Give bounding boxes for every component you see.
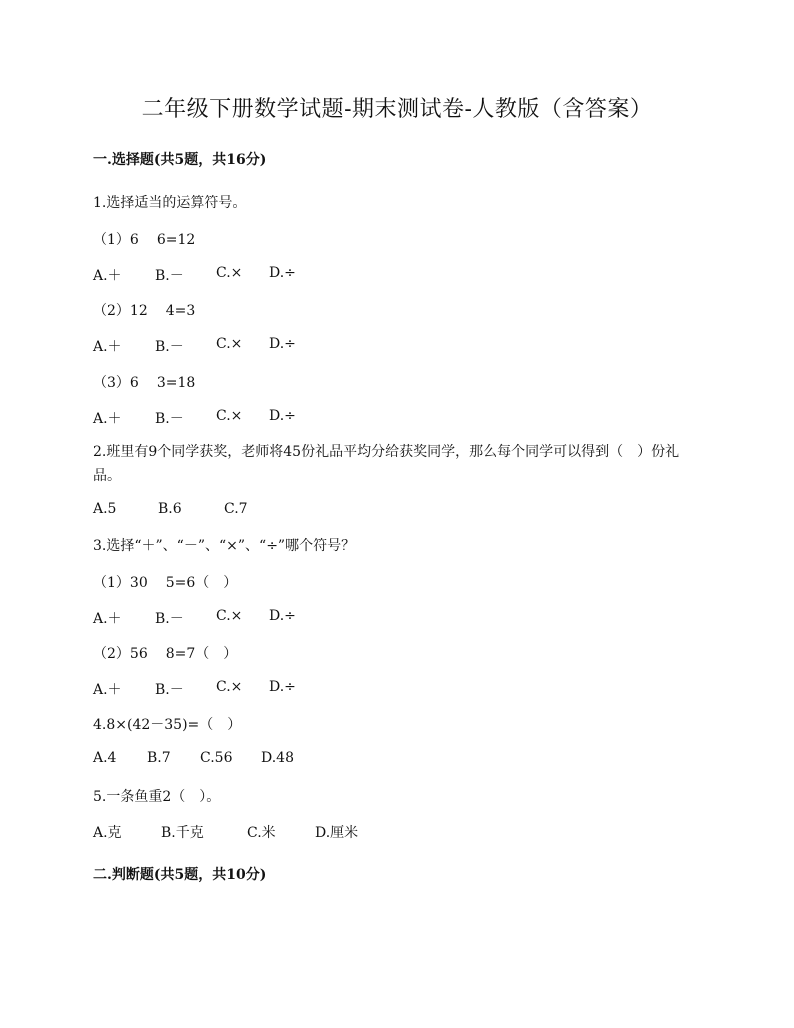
option-b[interactable]: B.7 <box>147 750 171 766</box>
expression-right: 4=3 <box>165 303 196 319</box>
option-a[interactable]: A.＋ <box>93 411 122 427</box>
option-b[interactable]: B.－ <box>155 682 184 698</box>
option-c[interactable]: C.× <box>216 608 243 624</box>
question-1-part-3 <box>93 372 195 392</box>
option-c[interactable]: C.7 <box>224 501 248 517</box>
question-4-stem: 4.8×(42－35)=（ ） <box>93 717 242 733</box>
option-a[interactable]: A.5 <box>93 501 117 517</box>
page-title: 二年级下册数学试题-期末测试卷-人教版（含答案） <box>141 97 653 122</box>
option-d[interactable]: D.÷ <box>269 679 296 695</box>
option-d[interactable]: D.48 <box>261 750 294 766</box>
expression-left: （2）12 <box>93 303 148 319</box>
option-d[interactable]: D.÷ <box>269 608 296 624</box>
option-a[interactable]: A.＋ <box>93 611 122 627</box>
expression-right: 6=12 <box>156 232 196 248</box>
option-c[interactable]: C.× <box>216 679 243 695</box>
option-c[interactable]: C.× <box>216 265 243 281</box>
expression-left: （1）6 <box>93 232 139 248</box>
option-b[interactable]: B.6 <box>158 501 182 517</box>
expression-left: （3）6 <box>93 375 139 391</box>
option-a[interactable]: A.克 <box>93 825 122 841</box>
option-a[interactable]: A.＋ <box>93 682 122 698</box>
question-1-stem: 1.选择适当的运算符号。 <box>93 195 247 211</box>
question-5-stem: 5.一条鱼重2（ ）。 <box>93 789 221 805</box>
option-b[interactable]: B.－ <box>155 411 184 427</box>
option-b[interactable]: B.－ <box>155 339 184 355</box>
expression-left: （2）56 <box>93 646 148 662</box>
option-a[interactable]: A.＋ <box>93 268 122 284</box>
question-3-part-2 <box>93 643 237 663</box>
expression-right: 8=7（ ） <box>165 646 238 662</box>
option-b[interactable]: B.千克 <box>161 825 204 841</box>
option-d[interactable]: D.÷ <box>269 408 296 424</box>
option-a[interactable]: A.4 <box>93 750 117 766</box>
option-a[interactable]: A.＋ <box>93 339 122 355</box>
option-d[interactable]: D.÷ <box>269 336 296 352</box>
option-c[interactable]: C.× <box>216 408 243 424</box>
expression-right: 3=18 <box>156 375 196 391</box>
section-heading-true-false: 二.判断题(共5题，共10分) <box>93 867 267 883</box>
option-c[interactable]: C.× <box>216 336 243 352</box>
option-b[interactable]: B.－ <box>155 268 184 284</box>
question-1-part-2 <box>93 300 195 320</box>
option-d[interactable]: D.厘米 <box>315 825 359 841</box>
question-3-stem: 3.选择“＋”、“－”、“×”、“÷”哪个符号？ <box>93 538 356 554</box>
section-heading-choice: 一.选择题(共5题，共16分) <box>93 152 267 168</box>
option-c[interactable]: C.56 <box>200 750 233 766</box>
option-b[interactable]: B.－ <box>155 611 184 627</box>
question-1-part-1 <box>93 229 195 249</box>
option-d[interactable]: D.÷ <box>269 265 296 281</box>
option-c[interactable]: C.米 <box>247 825 276 841</box>
expression-right: 5=6（ ） <box>165 575 238 591</box>
question-2-stem: 2.班里有9个同学获奖，老师将45份礼品平均分给获奖同学，那么每个同学可以得到（ ）份礼品。 <box>93 444 680 484</box>
question-3-part-1 <box>93 572 237 592</box>
expression-left: （1）30 <box>93 575 148 591</box>
